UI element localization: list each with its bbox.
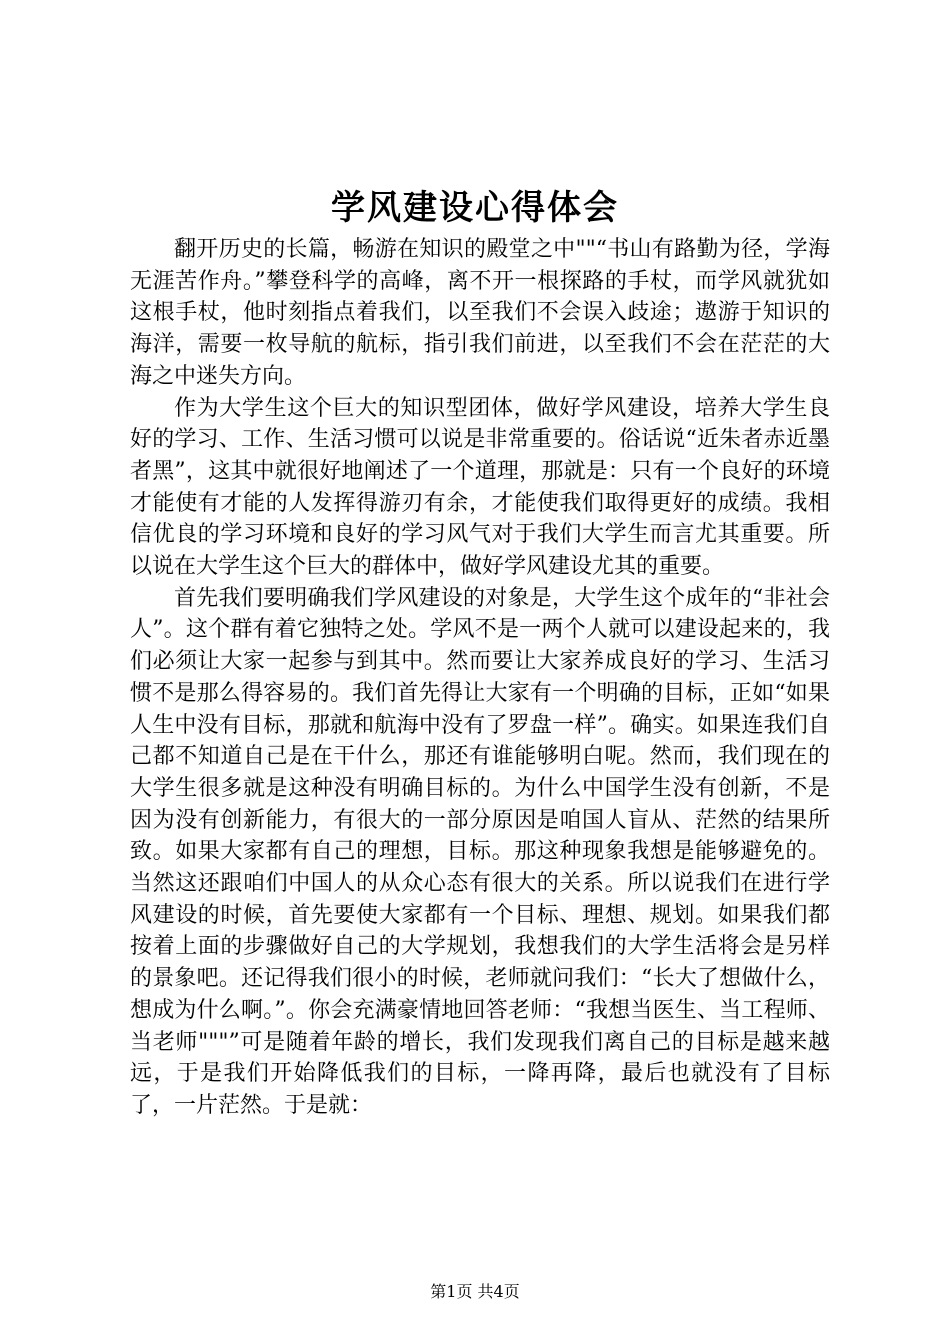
document-body bbox=[130, 234, 830, 1122]
paragraph-2: 作为大学生这个巨大的知识型团体，做好学风建设，培养大学生良好的学习、工作、生活习惯可以说是非常重要的。俗话说“近朱者赤近墨者黑”，这其中就很好地阐述了一个道理，那就是：只有一个良好的环境才能使有才能的人发挥得游刃有余，才能使我们取得更好的成绩。我相信优良的学习环境和良好的学习风气对于我们大学生而言尤其重要。所以说在大学生这个巨大的群体中，做好学风建设尤其的重要。 bbox=[130, 395, 830, 580]
paragraph-3: 首先我们要明确我们学风建设的对象是，大学生这个成年的“非社会人”。这个群有着它独特之处。学风不是一两个人就可以建设起来的，我们必须让大家一起参与到其中。然而要让大家养成良好的学习、生活习惯不是那么得容易的。我们首先得让大家有一个明确的目标，正如“如果人生中没有目标，那就和航海中没有了罗盘一样”。确实。如果连我们自己都不知道自己是在干什么，那还有谁能够明白呢。然而，我们现在的大学生很多就是这种没有明确目标的。为什么中国学生没有创新，不是因为没有创新能力，有很大的一部分原因是咱国人盲从、茫然的结果所致。如果大家都有自己的理想，目标。那这种现象我想是能够避免的。当然这还跟咱们中国人的从众心态有很大的关系。所以说我们在进行学风建设的时候，首先要使大家都有一个目标、理想、规划。如果我们都按着上面的步骤做好自己的大学规划，我想我们的大学生活将会是另样的景象吧。还记得我们很小的时候，老师就问我们：“长大了想做什么，想成为什么啊。”。你会充满豪情地回答老师：“我想当医生、当工程师、当老师"""”可是随着年龄的增长，我们发现我们离自己的目标是越来越远，于是我们开始降低我们的目标，一降再降，最后也就没有了目标了，一片茫然。于是就： bbox=[130, 585, 830, 1118]
page-number-footer: 第1页 共4页 bbox=[430, 1282, 520, 1301]
document-title: 学风建设心得体会 bbox=[331, 188, 619, 228]
paragraph-1: 翻开历史的长篇，畅游在知识的殿堂之中""“书山有路勤为径，学海无涯苦作舟。”攀登科学的高峰，离不开一根探路的手杖，而学风就犹如这根手杖，他时刻指点着我们，以至我们不会误入歧途；遨游于知识的海洋，需要一枚导航的航标，指引我们前进，以至我们不会在茫茫的大海之中迷失方向。 bbox=[130, 237, 830, 389]
